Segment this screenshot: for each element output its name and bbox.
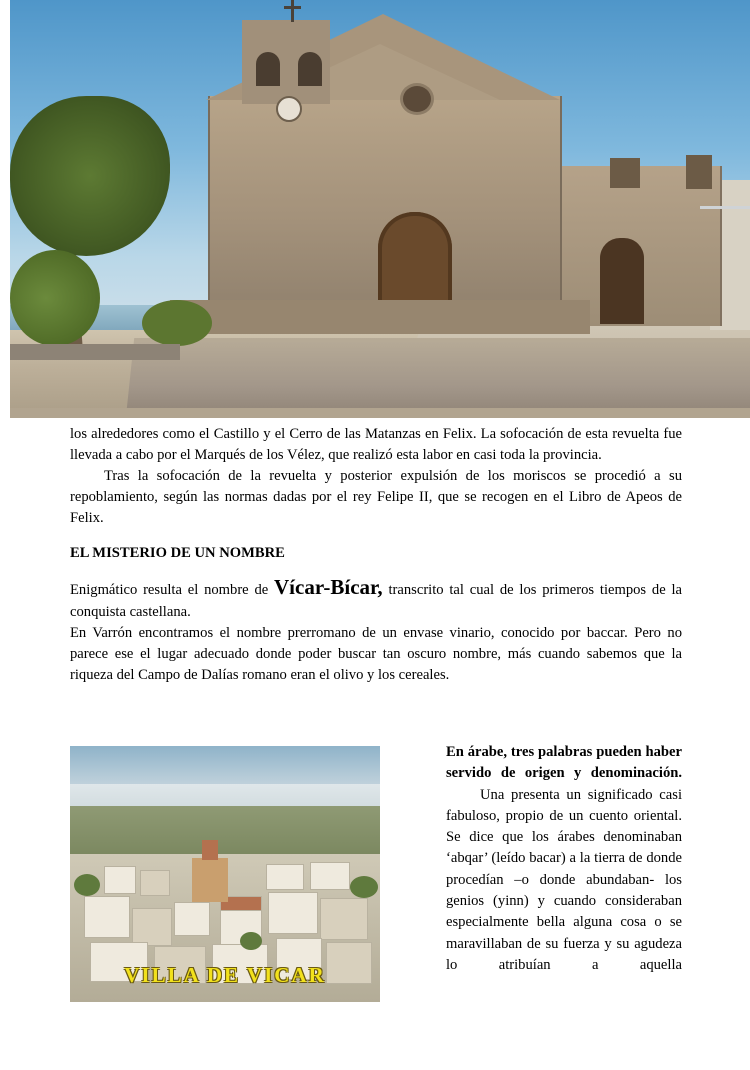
name-highlight: Vícar-Bícar, [274,575,383,599]
figure-house [268,892,318,934]
paragraph-repoblamiento: Tras la sofocación de la revuelta y posterior expulsión de los moriscos se procedió a su repoblamiento, según las normas dadas por el rey Felipe II, que se recogen en el Libro de Apeos de Felix. [70,468,682,526]
figure-house [174,902,210,936]
photo-bush [10,250,100,346]
photo-shrub [142,300,212,346]
church-photograph [10,0,750,418]
photo-bottom-strip [10,408,750,418]
figure-house [266,864,304,890]
vicar-aerial-photograph [70,746,380,1002]
figure-house [84,896,130,938]
paragraph-varron: En Varrón encontramos el nombre prerromano de un envase vinario, conocido por baccar. Pero no parece ese el lugar adecuado donde poder buscar tan oscuro nombre, más cuando sabemos que la riqueza del Campo de Dalías romano eran el olivo y los cereales. [70,625,682,684]
right-column-body: Una presenta un significado casi fabuloso, propio de un cuento oriental. Se dice que los árabes denominaban ‘abqar’ (leído bacar) a la tierra de donde procedían –o donde abundaban- los genios (yinn) y cuando consideraban especialmente bella alguna cosa o se maravillaban de su fuerza y su agudeza lo atribuían a aquella [446,786,682,973]
photo-clock [276,96,302,122]
figure-house [104,866,136,894]
photo-low-wall [170,300,590,334]
photo-road [126,338,750,418]
figure-vegetation [74,874,100,896]
figure-vegetation [240,932,262,950]
section-heading: EL MISTERIO DE UN NOMBRE [70,545,285,561]
figure-house [310,862,350,890]
name-intro-after: transcrito tal cual de los primeros tiempos de la conquista castellana. [70,582,682,621]
photo-bell-arch-right [298,52,322,86]
figure-house [140,870,170,896]
photo-window-right-1 [610,158,640,188]
photo-oculus-window [403,86,431,112]
name-intro-before: Enigmático resulta el nombre de [70,582,275,598]
paragraph-name-intro [70,572,682,623]
photo-cross [291,0,294,22]
figure-house [132,908,172,946]
figure-vegetation [350,876,378,898]
paragraph-continuation: los alrededores como el Castillo y el Cerro de las Matanzas en Felix. La sofocación de esta revuelta fue llevada a cabo por el Marqués de los Vélez, que realizó esta labor en casi toda la provincia. [70,426,682,463]
lower-section [70,742,682,1042]
photo-railing [700,206,750,229]
main-text-block [70,424,682,686]
right-column-bold-lead: En árabe, tres palabras pueden haber servido de origen y denominación. [446,744,682,782]
figure-caption: VILLA DE VICAR [124,963,326,987]
figure-house [320,898,368,940]
photo-bell-arch-left [256,52,280,86]
photo-side-door [600,238,644,324]
photo-window-right-2 [686,155,712,189]
figure-church [192,858,228,902]
right-text-column [446,742,682,976]
photo-curb [10,344,180,360]
